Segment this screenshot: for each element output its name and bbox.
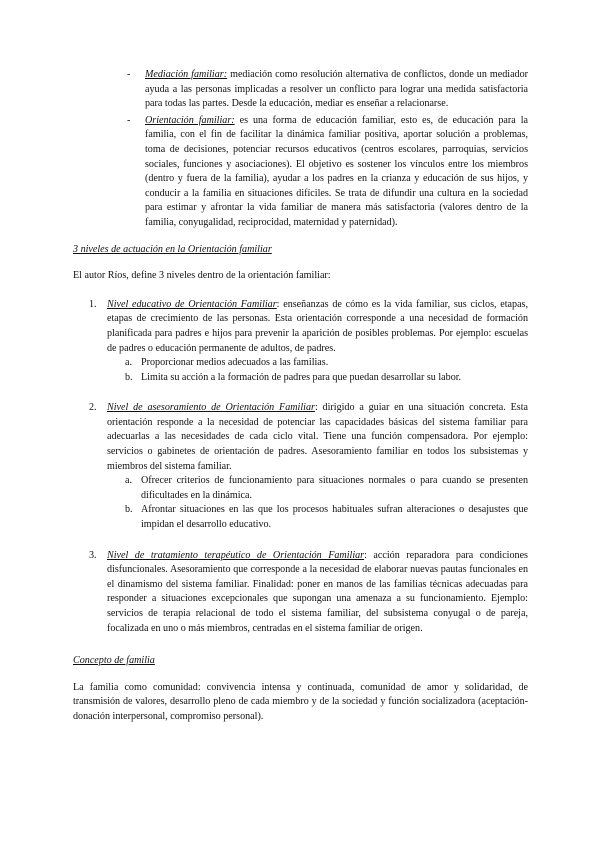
level-subitem	[107, 356, 528, 371]
level-item-terapeutico	[73, 549, 528, 637]
subitem-text: Limita su acción a la formación de padres para que puedan desarrollar su labor.	[141, 371, 462, 383]
subitem-text: Proporcionar medios adecuados a las familias.	[141, 357, 329, 369]
level-title: Nivel educativo de Orientación Familiar	[107, 298, 277, 310]
section-text-concepto: La familia como comunidad: convivencia intensa y continuada, comunidad de amor y solidaridad, de transmisión de valores, desarrollo pleno de cada miembro y de la sociedad y función socializadora (aceptación- donación interpersonal, compromiso personal).	[73, 681, 528, 722]
definition-text: es una forma de educación familiar, esto es, de educación para la familia, con el fin de facilitar la dinámica familiar positiva, aportar solución a problemas, toma de decisiones, potenciar recursos educativos (centros escolares, parroquias, servicios sociales, funciones y asociaciones). El objetivo es sostener los vínculos entre los miembros (dentro y fuera de la familia), ayudar a los padres en la crianza y educación de sus hijos, y conducir a la familia en situaciones difíciles. Se trata de difundir una cultura en la sociedad para estimar y afrontar la vida familiar de manera más satisfactoria (valores dentro de la familia, conyugalidad, reciprocidad, maternidad y paternidad).	[145, 114, 528, 228]
definition-item-mediacion	[73, 68, 528, 112]
level-number: 3.	[89, 549, 97, 561]
definition-list	[73, 68, 528, 231]
dash-marker: -	[127, 114, 131, 126]
level-subitems	[107, 474, 528, 532]
level-text: : acción reparadora para condiciones disfuncionales. Asesoramiento que corresponde a la necesidad de elaborar nuevas pautas funcionales en el dinamismo del sistema familiar. Finalidad: poner en manos de las familias técnicas adecuadas para responder a situaciones excepcionales que supongan una amenaza a su funcionamiento. Ejemplo: servicios de terapia relacional de todo el sistema familiar, del subsistema conyugal o de pareja, focalizada en uno o más miembros, centradas en el sistema familiar de origen.	[107, 549, 528, 634]
level-subitem	[107, 474, 528, 503]
level-text: : dirigido a guiar en una situación concreta. Esta orientación responde a la necesidad de potenciar las capacidades básicas del sistema familiar para adecuarlas a las necesidades de cada ciclo vital. Tiene una función compensadora. Por ejemplo: servicios o gabinetes de orientación de padres. Asesoramiento familiar en todos los subsistemas y miembros del sistema familiar.	[107, 402, 528, 472]
definition-term: Mediación familiar:	[145, 69, 228, 80]
subitem-marker: b.	[125, 504, 133, 516]
level-item-educativo	[73, 298, 528, 386]
level-subitems	[107, 356, 528, 385]
definition-text: mediación como resolución alternativa de conflictos, donde un mediador ayuda a las personas implicadas a resolver un conflicto para lograr una medida satisfactoria para todas las partes. Desde la educación, mediar es enseñar a relacionarse.	[145, 69, 528, 110]
level-item-asesoramiento	[73, 401, 528, 532]
definition-item-orientacion	[73, 114, 528, 231]
subitem-text: Ofrecer criterios de funcionamiento para situaciones normales o para cuando se presenten dificultades en la dinámica.	[141, 475, 528, 501]
level-subitem	[107, 503, 528, 532]
dash-marker: -	[127, 69, 131, 80]
level-title: Nivel de asesoramiento de Orientación Familiar	[107, 402, 315, 414]
level-subitem	[107, 371, 528, 386]
section-heading-niveles: 3 niveles de actuación en la Orientación familiar	[73, 243, 272, 255]
subitem-marker: a.	[125, 357, 133, 369]
section-intro: El autor Ríos, define 3 niveles dentro de la orientación familiar:	[73, 270, 331, 282]
subitem-marker: a.	[125, 475, 133, 487]
subitem-marker: b.	[125, 371, 133, 383]
subitem-text: Afrontar situaciones en las que los procesos habituales sufran alteraciones o desajustes que impidan el desarrollo educativo.	[141, 504, 528, 531]
level-number: 1.	[89, 298, 97, 310]
level-title: Nivel de tratamiento terapéutico de Orientación Familiar	[107, 549, 365, 561]
level-number: 2.	[89, 402, 97, 414]
levels-list	[73, 298, 528, 636]
definition-term: Orientación familiar:	[145, 114, 235, 126]
level-text: : enseñanzas de cómo es la vida familiar, sus ciclos, etapas, etapas de crecimiento de las personas. Esta orientación corresponde a una necesidad de formación planificada para padres e hijos para prevenir la aparición de posibles problemas. Por ejemplo: escuelas de padres o educación permanente de adultos, de padres.	[107, 298, 528, 354]
section-heading-concepto: Concepto de familia	[73, 655, 155, 667]
